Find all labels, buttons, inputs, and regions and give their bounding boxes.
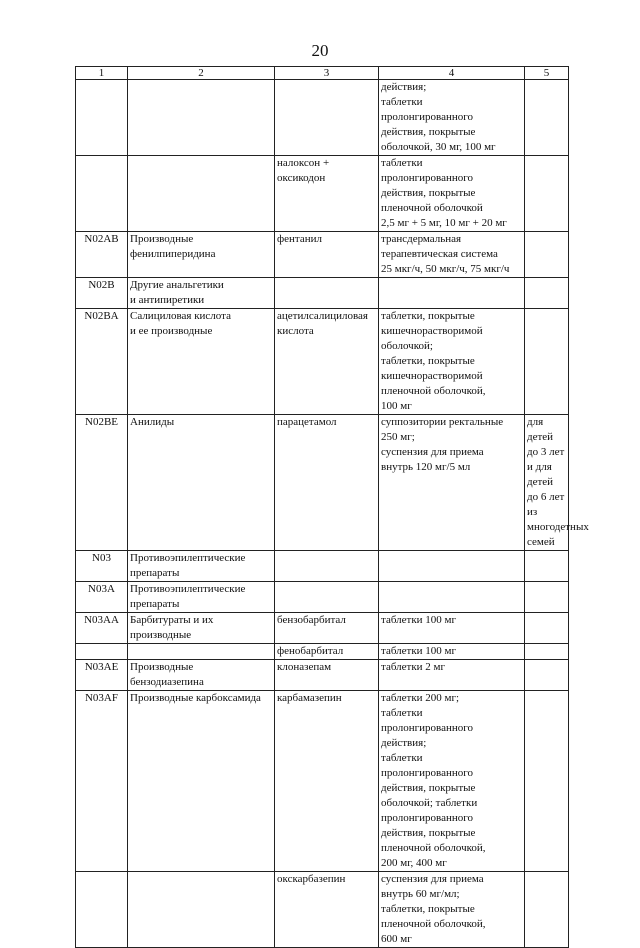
medication-table xyxy=(75,66,589,948)
dosage-form-cell: таблетки 2 мг xyxy=(379,660,525,691)
atc-code-cell: N02BA xyxy=(76,309,128,415)
dosage-form-cell xyxy=(379,582,525,613)
dosage-form-cell: суппозитории ректальные 250 мг; суспензия для приема внутрь 120 мг/5 мл xyxy=(379,415,525,551)
drug-name-cell: бензобарбитал xyxy=(275,613,379,644)
drug-name-cell: фенобарбитал xyxy=(275,644,379,660)
atc-code-cell: N03AF xyxy=(76,691,128,872)
drug-name-cell xyxy=(275,80,379,156)
note-cell xyxy=(525,232,569,278)
table-row xyxy=(76,551,569,582)
table-row xyxy=(76,582,569,613)
table-row xyxy=(76,872,569,948)
dosage-form-cell: суспензия для приема внутрь 60 мг/мл; таблетки, покрытые пленочной оболочкой, 600 мг xyxy=(379,872,525,948)
group-name-cell xyxy=(128,644,275,660)
note-cell xyxy=(525,80,569,156)
dosage-form-cell xyxy=(379,551,525,582)
table-row xyxy=(76,156,569,232)
note-cell: для детей до 3 лет и для детей до 6 лет из многодетных семей xyxy=(525,415,569,551)
group-name-cell: Другие анальгетики и антипиретики xyxy=(128,278,275,309)
dosage-form-cell: трансдермальная терапевтическая система 25 мкг/ч, 50 мкг/ч, 75 мкг/ч xyxy=(379,232,525,278)
note-cell xyxy=(525,872,569,948)
note-cell xyxy=(525,660,569,691)
note-cell xyxy=(525,156,569,232)
drug-name-cell xyxy=(275,278,379,309)
group-name-cell: Анилиды xyxy=(128,415,275,551)
table-header-row xyxy=(76,67,569,80)
atc-code-cell xyxy=(76,872,128,948)
table-row xyxy=(76,232,569,278)
group-name-cell: Производные фенилпиперидина xyxy=(128,232,275,278)
note-cell xyxy=(525,613,569,644)
group-name-cell: Барбитураты и их производные xyxy=(128,613,275,644)
note-cell xyxy=(525,278,569,309)
table-row xyxy=(76,691,569,872)
drug-name-cell xyxy=(275,551,379,582)
note-cell xyxy=(525,691,569,872)
drug-name-cell: ацетилсалициловая кислота xyxy=(275,309,379,415)
note-cell xyxy=(525,309,569,415)
drug-name-cell xyxy=(275,582,379,613)
drug-name-cell: окскарбазепин xyxy=(275,872,379,948)
table-row xyxy=(76,80,569,156)
atc-code-cell: N03AA xyxy=(76,613,128,644)
header-col-4: 4 xyxy=(379,67,525,80)
header-col-3: 3 xyxy=(275,67,379,80)
drug-name-cell: фентанил xyxy=(275,232,379,278)
header-col-5: 5 xyxy=(525,67,569,80)
drug-name-cell: клоназепам xyxy=(275,660,379,691)
header-col-1: 1 xyxy=(76,67,128,80)
atc-code-cell: N02AB xyxy=(76,232,128,278)
group-name-cell xyxy=(128,872,275,948)
table-row xyxy=(76,660,569,691)
dosage-form-cell: таблетки 100 мг xyxy=(379,613,525,644)
atc-code-cell xyxy=(76,80,128,156)
dosage-form-cell: действия; таблетки пролонгированного действия, покрытые оболочкой, 30 мг, 100 мг xyxy=(379,80,525,156)
note-cell xyxy=(525,551,569,582)
note-cell xyxy=(525,644,569,660)
dosage-form-cell: таблетки пролонгированного действия, покрытые пленочной оболочкой 2,5 мг + 5 мг, 10 мг + 20 мг xyxy=(379,156,525,232)
table-row xyxy=(76,644,569,660)
group-name-cell: Салициловая кислота и ее производные xyxy=(128,309,275,415)
group-name-cell xyxy=(128,80,275,156)
drug-name-cell: парацетамол xyxy=(275,415,379,551)
atc-code-cell xyxy=(76,644,128,660)
table-row xyxy=(76,278,569,309)
atc-code-cell: N03A xyxy=(76,582,128,613)
header-col-2: 2 xyxy=(128,67,275,80)
dosage-form-cell: таблетки, покрытые кишечнорастворимой оболочкой; таблетки, покрытые кишечнорастворимой пленочной оболочкой, 100 мг xyxy=(379,309,525,415)
atc-code-cell: N03 xyxy=(76,551,128,582)
dosage-form-cell: таблетки 100 мг xyxy=(379,644,525,660)
group-name-cell: Противоэпилептические препараты xyxy=(128,582,275,613)
table-row xyxy=(76,415,569,551)
drug-name-cell: карбамазепин xyxy=(275,691,379,872)
table-row xyxy=(76,309,569,415)
atc-code-cell: N02B xyxy=(76,278,128,309)
table-row xyxy=(76,613,569,644)
dosage-form-cell xyxy=(379,278,525,309)
atc-code-cell: N03AE xyxy=(76,660,128,691)
group-name-cell: Производные бензодиазепина xyxy=(128,660,275,691)
atc-code-cell xyxy=(76,156,128,232)
group-name-cell: Противоэпилептические препараты xyxy=(128,551,275,582)
dosage-form-cell: таблетки 200 мг; таблетки пролонгированного действия; таблетки пролонгированного действия, покрытые оболочкой; таблетки пролонгированного действия, покрытые пленочной оболочкой, 200 мг, 400 мг xyxy=(379,691,525,872)
note-cell xyxy=(525,582,569,613)
atc-code-cell: N02BE xyxy=(76,415,128,551)
group-name-cell xyxy=(128,156,275,232)
drug-name-cell: налоксон + оксикодон xyxy=(275,156,379,232)
page-number: 20 xyxy=(311,41,329,60)
group-name-cell: Производные карбоксамида xyxy=(128,691,275,872)
